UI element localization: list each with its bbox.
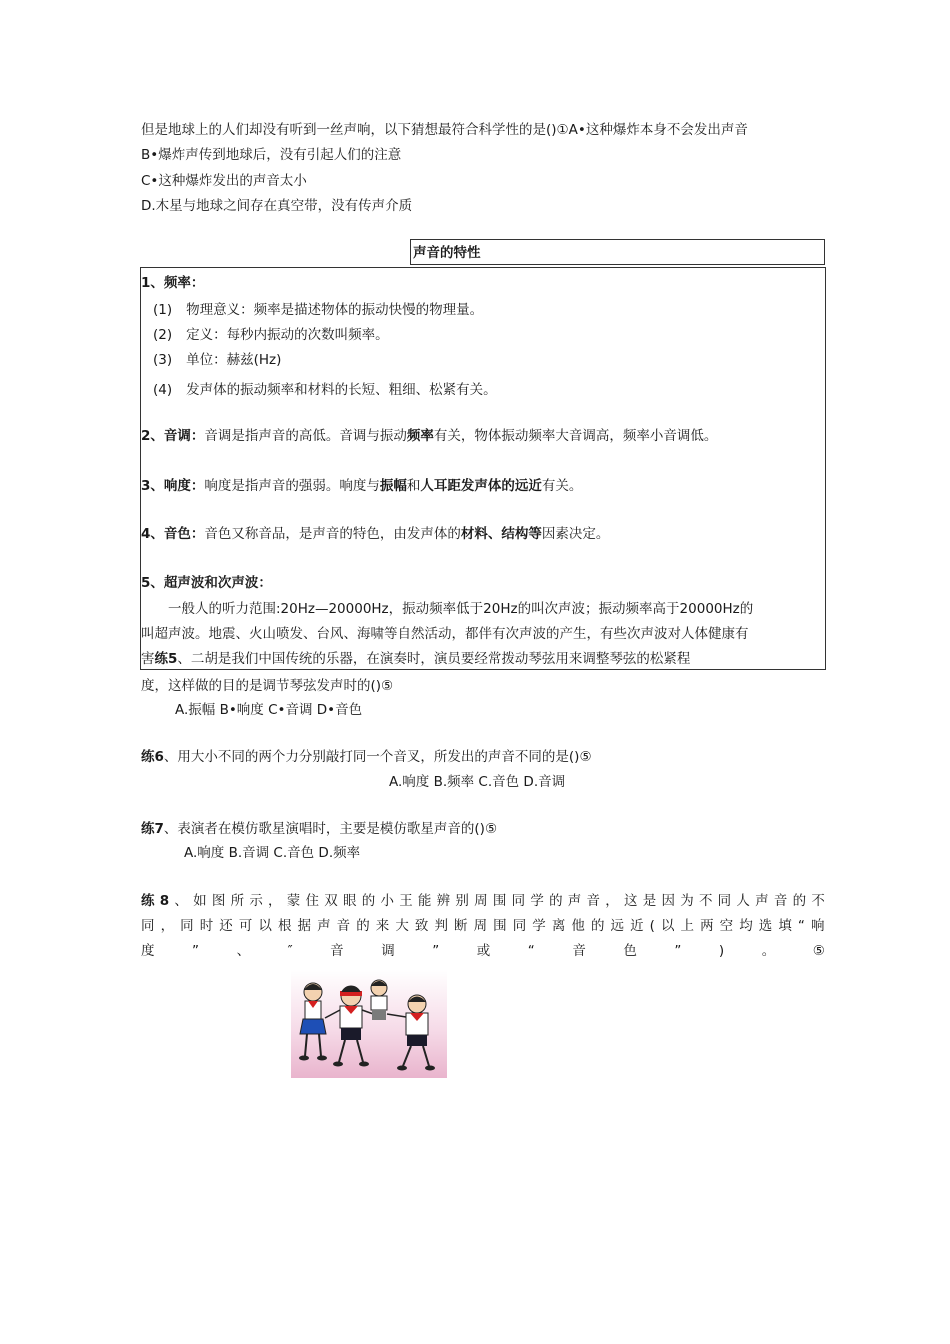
frequency-item-1 (153, 300, 483, 320)
exercise-8-char: 练 (141, 893, 155, 909)
exercise-8-char: ) (718, 943, 725, 959)
section-ultrasound-heading: 5、超声波和次声波： (141, 575, 272, 591)
intro-option-c: C•这种爆炸发出的声音太小 (141, 173, 307, 189)
exercise-8-char: 学 (532, 918, 546, 934)
exercise-8-char: 蒙 (286, 893, 301, 909)
exercise-8-char: 可 (238, 918, 253, 934)
exercise-8-char: 远 (610, 918, 624, 934)
exercise-8-char: ⑤ (812, 943, 825, 959)
exercise-8-char: 所 (230, 893, 245, 909)
exercise-8-char: 或 (476, 943, 491, 959)
exercise-8-char: 响 (810, 918, 825, 934)
exercise-8-char: 填 (778, 918, 792, 934)
exercise-8-char: 空 (719, 918, 734, 934)
exercise-8-char: 断 (454, 918, 468, 934)
exercise-8-char: 大 (395, 918, 409, 934)
exercise-8-char: 是 (642, 893, 657, 909)
intro-option-b: B•爆炸声传到地球后，没有引起人们的注意 (141, 147, 402, 163)
exercise-8-char: 均 (739, 918, 753, 934)
exercise-8-char: 。 (761, 943, 776, 959)
exercise-8-char: 图 (211, 893, 226, 909)
exercise-8-char: ” (432, 943, 440, 959)
item-number: (1) (153, 302, 173, 318)
exercise-8-char: 眼 (342, 893, 357, 909)
exercise-8-char: 的 (549, 893, 563, 909)
loudness-text-c: 和 (406, 478, 421, 494)
exercise-8-char: 度 (141, 943, 155, 959)
exercise-7-label: 练7 (141, 821, 164, 837)
section-pitch-heading: 2、音调： (141, 428, 205, 444)
exercise-8-char: 致 (414, 918, 429, 934)
exercise-8-char: 他 (571, 918, 585, 934)
exercise-8-char: 同 (717, 893, 732, 909)
section-frequency-heading: 1、频率： (141, 275, 205, 291)
exercise-8-char: 小 (380, 893, 394, 909)
exercise-8-char: 围 (493, 918, 507, 934)
blindfolded-children-illustration (291, 970, 447, 1078)
exercise-5-text: 、二胡是我们中国传统的乐器，在演奏时，演员要经常拨动琴弦用来调整琴弦的松紧程 (177, 651, 691, 667)
section-loudness-heading: 3、响度： (141, 478, 205, 494)
section-timbre-heading: 4、音色： (141, 526, 205, 542)
exercise-8-char: 选 (758, 918, 773, 934)
exercise-8-char: 这 (624, 893, 638, 909)
item-number: (2) (153, 327, 173, 343)
exercise-8-char: 的 (356, 918, 370, 934)
loudness-keyword-distance: 人耳距发声体的远近 (420, 478, 542, 494)
section-pitch (141, 426, 717, 446)
exercise-8-char: 音 (773, 893, 788, 909)
item-number: (3) (153, 352, 173, 368)
exercise-8-char: 不 (698, 893, 713, 909)
exercise-8-char: 8 (159, 893, 170, 909)
ultrasound-line-3 (141, 649, 690, 669)
exercise-8-char: 如 (193, 893, 207, 909)
exercise-8-char: ， (605, 893, 619, 909)
exercise-8-char: 声 (567, 893, 582, 909)
exercise-8-char: 同 (512, 918, 527, 934)
exercise-8-char: 音 (572, 943, 586, 959)
frequency-item-2 (153, 325, 389, 345)
ultrasound-line-2: 叫超声波。地震、火山喷发、台风、海啸等自然活动，都伴有次声波的产生，有些次声波对人体健康有 (141, 626, 749, 642)
loudness-text-a: 响度是指声音的强弱。响度与 (204, 478, 380, 494)
loudness-text-e: 有关。 (541, 478, 583, 494)
exercise-8-char: 双 (324, 893, 338, 909)
exercise-8-char: 同 (180, 918, 194, 934)
table-title: 声音的特性 (410, 239, 825, 265)
exercise-5-label: 练5 (154, 651, 178, 667)
exercise-8-char: ” (674, 943, 682, 959)
exercise-8-char: 王 (399, 893, 413, 909)
exercise-8-char: 色 (623, 943, 637, 959)
exercise-8-char: 不 (811, 893, 825, 909)
exercise-6-text: 、用大小不同的两个力分别敲打同一个音叉，所发出的声音不同的是()⑤ (163, 749, 592, 765)
exercise-8-char: 因 (661, 893, 675, 909)
pitch-keyword: 频率 (406, 428, 434, 444)
item-text: 定义：每秒内振动的次数叫频率。 (186, 327, 389, 343)
exercise-8-char: 人 (736, 893, 750, 909)
item-text: 发声体的振动频率和材料的长短、粗细、松紧有关。 (186, 382, 497, 398)
exercise-8-char: “ (797, 918, 805, 934)
pitch-text-a: 音调是指声音的高低。音调与振动 (204, 428, 407, 444)
exercise-8-char: 时 (199, 918, 214, 934)
exercise-8-char: 周 (474, 893, 488, 909)
exercise-8-char: 还 (219, 918, 233, 934)
exercise-8-char: 同 (141, 918, 155, 934)
exercise-6-options: A.响度 B.频率 C.音色 D.音调 (389, 774, 566, 790)
frequency-item-3 (153, 350, 281, 370)
timbre-keyword: 材料、结构等 (460, 526, 542, 542)
exercise-8-char: 离 (551, 918, 566, 934)
exercise-8-char: 、 (174, 893, 188, 909)
exercise-8-char: ” (192, 943, 200, 959)
exercise-8-char: 示 (249, 893, 263, 909)
exercise-8-char: 近 (630, 918, 644, 934)
exercise-8-char: 的 (361, 893, 376, 909)
section-timbre (141, 524, 609, 544)
exercise-8-char: 辨 (436, 893, 451, 909)
intro-option-d: D.木星与地球之间存在真空带，没有传声介质 (141, 198, 413, 214)
exercise-8-char: 的 (590, 918, 605, 934)
exercise-8-char: 判 (434, 918, 448, 934)
frequency-item-4 (153, 380, 497, 400)
timbre-text-a: 音色又称音品，是声音的特色，由发声体的 (204, 526, 461, 542)
exercise-8-char: 根 (277, 918, 292, 934)
exercise-8-line-3 (141, 941, 825, 961)
exercise-8-char: 音 (586, 893, 601, 909)
exercise-8-char: 同 (511, 893, 526, 909)
exercise-8-char: ( (649, 918, 655, 934)
exercise-8-char: 两 (700, 918, 714, 934)
exercise-8-line-2 (141, 916, 825, 936)
exercise-8-char: 音 (330, 943, 344, 959)
item-text: 单位：赫兹(Hz) (186, 352, 282, 368)
section-loudness (141, 476, 582, 496)
exercise-8-char: 能 (417, 893, 432, 909)
exercise-8-char: 为 (680, 893, 694, 909)
exercise-5-options: A.振幅 B•响度 C•音调 D•音色 (175, 702, 363, 718)
exercise-7-text: 、表演者在模仿歌星演唱时，主要是模仿歌星声音的()⑤ (163, 821, 498, 837)
exercise-6-label: 练6 (141, 749, 164, 765)
exercise-8-char: 学 (530, 893, 544, 909)
ultrasound-line-1: 一般人的听力范围:20Hz—20000Hz，振动频率低于20Hz的叫次声波；振动频率高于20000Hz的 (168, 601, 754, 617)
exercise-8-char: 来 (375, 918, 390, 934)
exercise-8-char: 以 (660, 918, 675, 934)
exercise-7-options: A.响度 B.音调 C.音色 D.频率 (184, 845, 361, 861)
exercise-8-char: 调 (381, 943, 395, 959)
exercise-8-char: 围 (492, 893, 507, 909)
exercise-8-char: 声 (755, 893, 769, 909)
exercise-5-continuation: 度，这样做的目的是调节琴弦发声时的()⑤ (141, 678, 394, 694)
exercise-8-char: 音 (336, 918, 351, 934)
exercise-8-line-1 (141, 891, 825, 911)
ultrasound-line-3-a: 害 (141, 651, 155, 667)
timbre-text-c: 因素决定。 (541, 526, 610, 542)
exercise-8-char: ， (268, 893, 282, 909)
exercise-8-char: “ (527, 943, 535, 959)
exercise-8-char: 的 (792, 893, 807, 909)
intro-question-line: 但是地球上的人们却没有听到一丝声响，以下猜想最符合科学性的是()①A•这种爆炸本身不会发出声音 (141, 122, 748, 138)
exercise-8-char: 、 (236, 943, 251, 959)
exercise-8-char: 住 (305, 893, 320, 909)
item-text: 物理意义：频率是描述物体的振动快慢的物理量。 (186, 302, 484, 318)
exercise-8-char: 上 (680, 918, 695, 934)
exercise-8-char: 别 (455, 893, 469, 909)
exercise-7 (141, 819, 497, 839)
exercise-8-char: ， (160, 918, 175, 934)
item-number: (4) (153, 382, 173, 398)
exercise-8-char: 周 (473, 918, 488, 934)
exercise-8-char: ″ (287, 943, 293, 959)
loudness-keyword-amplitude: 振幅 (379, 478, 407, 494)
exercise-8-char: 声 (317, 918, 331, 934)
exercise-6 (141, 747, 592, 767)
exercise-8-char: 据 (297, 918, 311, 934)
pitch-text-c: 有关，物体振动频率大音调高，频率小音调低。 (433, 428, 718, 444)
exercise-8-char: 以 (258, 918, 272, 934)
